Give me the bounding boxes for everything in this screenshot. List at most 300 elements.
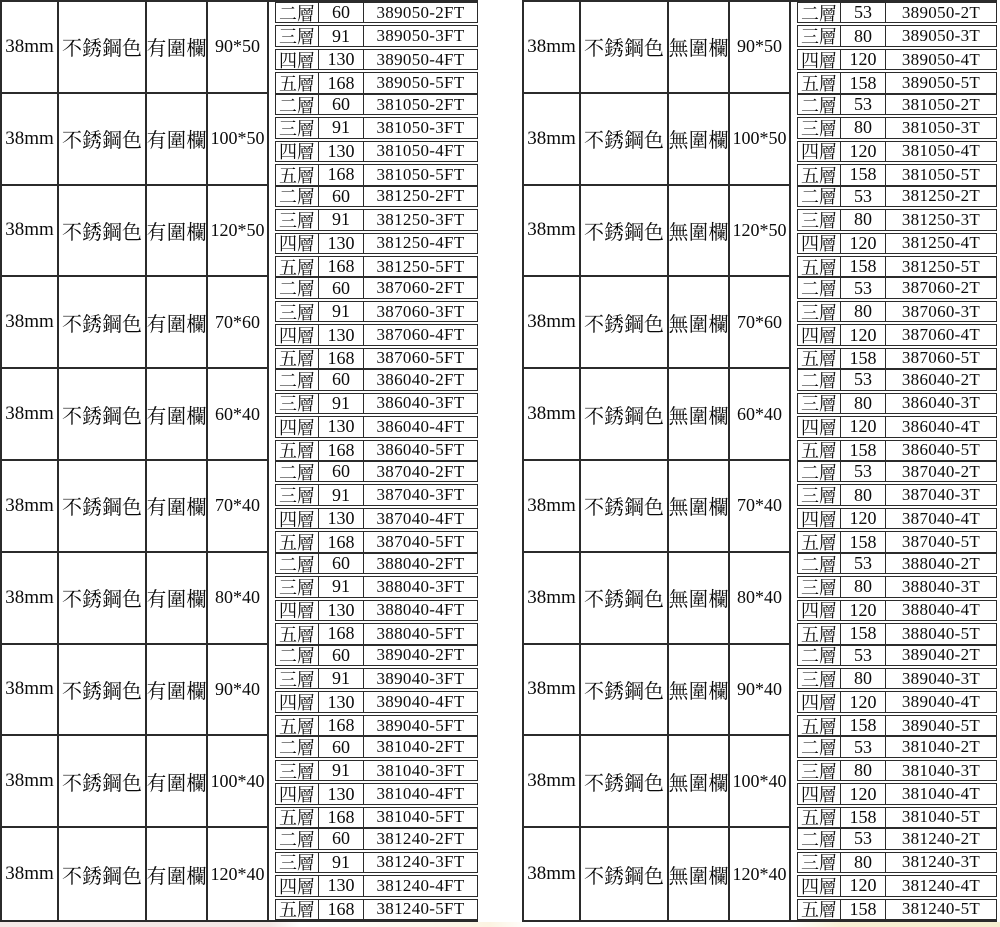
fence-option-cell: 無圍欄: [669, 277, 730, 367]
tier-row: [797, 600, 997, 621]
tier-label: 五層: [276, 900, 319, 919]
tier-row: [275, 25, 478, 46]
model-code: 381250-5T: [901, 256, 981, 276]
price-value: 130: [319, 509, 364, 528]
tier-label: 二層: [798, 737, 841, 756]
price-value: 80: [841, 210, 886, 229]
tier-row: [275, 233, 478, 254]
model-code: 381240-4FT: [376, 876, 465, 895]
price-value: 130: [319, 142, 364, 161]
price-value: 168: [319, 441, 364, 460]
spec-cells: [524, 553, 791, 645]
spec-cells: [2, 736, 269, 828]
tier-label: 三層: [798, 302, 841, 321]
model-code: 381240-5T: [901, 899, 981, 919]
tube-thickness-cell: 38mm: [2, 645, 59, 735]
price-value: 130: [319, 234, 364, 253]
size-cell: 70*60: [730, 277, 791, 367]
tier-label: 三層: [798, 118, 841, 137]
tier-row: [797, 875, 997, 896]
tier-row: [275, 369, 478, 390]
spec-cells: [2, 461, 269, 553]
tier-label: 五層: [798, 441, 841, 460]
tier-row: [797, 301, 997, 322]
model-code: 388040-2FT: [376, 553, 465, 573]
fence-option-cell: 有圍欄: [147, 645, 208, 735]
model-code: 389040-2T: [901, 645, 981, 665]
price-value: 80: [841, 302, 886, 321]
product-row-group: [2, 186, 478, 278]
product-row-group: [2, 2, 478, 94]
tier-subtable: [275, 828, 478, 920]
color-cell: 不銹鋼色: [59, 553, 147, 643]
price-value: 53: [841, 462, 886, 481]
tier-subtable: [797, 277, 997, 369]
color-cell: 不銹鋼色: [59, 186, 147, 276]
spec-cells: [2, 277, 269, 369]
tier-row: [275, 186, 478, 207]
tier-label: 三層: [276, 210, 319, 229]
price-value: 168: [319, 900, 364, 919]
price-value: 91: [319, 394, 364, 413]
tube-thickness-cell: 38mm: [524, 828, 581, 920]
price-value: 53: [841, 370, 886, 389]
tier-label: 四層: [798, 50, 841, 69]
spec-cells: [2, 645, 269, 737]
model-code: 387040-5T: [901, 532, 981, 552]
tier-label: 三層: [798, 761, 841, 780]
price-value: 80: [841, 577, 886, 596]
tier-label: 三層: [798, 26, 841, 45]
tier-label: 五層: [798, 808, 841, 827]
color-cell: 不銹鋼色: [581, 94, 669, 184]
model-code: 387040-5FT: [376, 532, 465, 552]
tier-label: 三層: [276, 485, 319, 504]
tier-label: 二層: [798, 278, 841, 297]
model-code: 387060-5T: [901, 348, 981, 368]
tier-label: 四層: [276, 417, 319, 436]
model-code: 388040-5T: [901, 624, 981, 643]
spec-cells: [2, 369, 269, 461]
size-cell: 120*50: [730, 186, 791, 276]
color-cell: 不銹鋼色: [59, 736, 147, 826]
tier-label: 五層: [798, 165, 841, 184]
fence-option-cell: 有圍欄: [147, 94, 208, 184]
tier-label: 四層: [798, 876, 841, 895]
fence-option-cell: 無圍欄: [669, 736, 730, 826]
fence-option-cell: 有圍欄: [147, 369, 208, 459]
tier-row: [797, 186, 997, 207]
size-cell: 70*40: [208, 461, 269, 551]
size-cell: 60*40: [208, 369, 269, 459]
product-row-group: [2, 461, 478, 553]
tier-row: [275, 668, 478, 689]
tier-label: 五層: [276, 165, 319, 184]
tier-label: 二層: [276, 829, 319, 848]
model-code: 387060-3T: [901, 301, 981, 321]
model-code: 389040-5T: [901, 715, 981, 735]
tier-label: 二層: [276, 737, 319, 756]
tier-label: 四層: [276, 142, 319, 161]
tier-row: [275, 49, 478, 70]
model-code: 381240-4T: [901, 876, 981, 895]
tier-label: 四層: [276, 876, 319, 895]
price-value: 91: [319, 210, 364, 229]
size-cell: 80*40: [730, 553, 791, 643]
tier-label: 五層: [276, 716, 319, 735]
model-code: 381040-3FT: [376, 760, 465, 780]
tier-row: [797, 783, 997, 804]
tier-row: [275, 736, 478, 757]
model-code: 387060-2T: [901, 278, 981, 298]
model-code: 381050-3FT: [376, 118, 465, 137]
tier-label: 四層: [276, 325, 319, 344]
tier-label: 三層: [798, 577, 841, 596]
tier-label: 四層: [276, 234, 319, 253]
model-code: 386040-2FT: [376, 370, 465, 389]
tier-row: [275, 691, 478, 712]
tier-label: 二層: [276, 187, 319, 206]
tier-label: 三層: [276, 302, 319, 321]
product-row-group: [524, 369, 997, 461]
model-code: 389050-4T: [901, 49, 981, 69]
tube-thickness-cell: 38mm: [2, 94, 59, 184]
model-code: 381040-4FT: [376, 784, 465, 804]
tier-row: [275, 715, 478, 736]
tier-label: 二層: [798, 95, 841, 114]
model-code: 389040-3FT: [376, 669, 465, 688]
price-value: 53: [841, 95, 886, 114]
fence-option-cell: 無圍欄: [669, 645, 730, 735]
tier-label: 五層: [798, 624, 841, 643]
size-cell: 70*40: [730, 461, 791, 551]
tier-label: 五層: [798, 532, 841, 551]
price-value: 60: [319, 3, 364, 22]
price-value: 168: [319, 808, 364, 827]
color-cell: 不銹鋼色: [581, 277, 669, 367]
spec-cells: [524, 828, 791, 920]
tier-row: [797, 736, 997, 757]
tier-row: [275, 141, 478, 162]
tier-subtable: [275, 553, 478, 645]
product-row-group: [524, 94, 997, 186]
product-row-group: [524, 277, 997, 369]
tier-row: [275, 461, 478, 482]
tier-label: 五層: [276, 624, 319, 643]
tube-thickness-cell: 38mm: [2, 369, 59, 459]
price-value: 168: [319, 532, 364, 551]
color-cell: 不銹鋼色: [59, 461, 147, 551]
tier-row: [275, 416, 478, 437]
size-cell: 120*40: [730, 828, 791, 920]
color-cell: 不銹鋼色: [581, 369, 669, 459]
tier-row: [797, 440, 997, 461]
model-code: 386040-5FT: [376, 440, 465, 460]
tier-subtable: [275, 186, 478, 278]
tier-label: 五層: [798, 257, 841, 276]
price-value: 91: [319, 118, 364, 137]
tier-row: [275, 484, 478, 505]
tier-row: [797, 899, 997, 920]
product-row-group: [2, 828, 478, 920]
color-cell: 不銹鋼色: [581, 645, 669, 735]
price-value: 53: [841, 554, 886, 573]
tier-label: 三層: [276, 853, 319, 872]
color-cell: 不銹鋼色: [581, 828, 669, 920]
price-value: 53: [841, 829, 886, 848]
tier-row: [797, 72, 997, 93]
model-code: 389040-4FT: [376, 692, 465, 712]
tier-label: 三層: [798, 485, 841, 504]
tier-row: [797, 852, 997, 873]
tier-label: 二層: [276, 278, 319, 297]
model-code: 387060-5FT: [376, 348, 465, 368]
model-code: 389040-4T: [901, 692, 981, 712]
tube-thickness-cell: 38mm: [524, 553, 581, 643]
model-code: 386040-3FT: [376, 393, 465, 413]
tier-row: [797, 760, 997, 781]
color-cell: 不銹鋼色: [581, 553, 669, 643]
tier-row: [275, 393, 478, 414]
spec-cells: [2, 553, 269, 645]
tier-row: [275, 852, 478, 873]
fence-option-cell: 無圍欄: [669, 553, 730, 643]
color-cell: 不銹鋼色: [581, 736, 669, 826]
price-value: 91: [319, 577, 364, 596]
price-value: 91: [319, 26, 364, 45]
tier-label: 五層: [276, 532, 319, 551]
model-code: 381040-2T: [901, 737, 981, 757]
color-cell: 不銹鋼色: [59, 369, 147, 459]
spec-cells: [524, 736, 791, 828]
model-code: 387040-2T: [901, 461, 981, 481]
model-code: 381040-2FT: [376, 737, 465, 757]
tier-label: 三層: [276, 669, 319, 688]
model-code: 387040-4T: [901, 508, 981, 528]
tier-row: [797, 348, 997, 369]
tier-subtable: [797, 461, 997, 553]
price-value: 120: [841, 876, 886, 895]
price-value: 120: [841, 234, 886, 253]
tier-row: [797, 807, 997, 828]
price-value: 158: [841, 165, 886, 184]
fence-option-cell: 無圍欄: [669, 828, 730, 920]
tier-label: 三層: [276, 394, 319, 413]
model-code: 389050-4FT: [376, 49, 465, 69]
model-code: 389050-2T: [901, 3, 981, 22]
price-table-without-fence: [522, 0, 997, 922]
tier-row: [275, 2, 478, 23]
tier-row: [797, 484, 997, 505]
model-code: 381240-3T: [901, 852, 981, 872]
tier-label: 三層: [798, 669, 841, 688]
fence-option-cell: 有圍欄: [147, 277, 208, 367]
price-value: 158: [841, 808, 886, 827]
tier-label: 二層: [276, 462, 319, 481]
price-value: 60: [319, 829, 364, 848]
model-code: 381240-5FT: [376, 899, 465, 919]
tier-subtable: [797, 94, 997, 186]
model-code: 381240-2T: [901, 829, 981, 848]
tier-label: 四層: [798, 325, 841, 344]
tier-row: [797, 416, 997, 437]
price-value: 120: [841, 325, 886, 344]
tier-row: [797, 668, 997, 689]
product-row-group: [524, 461, 997, 553]
product-row-group: [524, 645, 997, 737]
fence-option-cell: 無圍欄: [669, 369, 730, 459]
tube-thickness-cell: 38mm: [524, 645, 581, 735]
tier-label: 四層: [798, 142, 841, 161]
tier-row: [275, 256, 478, 277]
model-code: 387040-3FT: [376, 485, 465, 505]
model-code: 388040-3FT: [376, 577, 465, 596]
tier-row: [797, 715, 997, 736]
tier-subtable: [797, 2, 997, 94]
fence-option-cell: 無圍欄: [669, 2, 730, 92]
spec-cells: [524, 645, 791, 737]
tier-label: 三層: [276, 118, 319, 137]
model-code: 381250-5FT: [376, 256, 465, 276]
fence-option-cell: 有圍欄: [147, 461, 208, 551]
tier-label: 二層: [276, 95, 319, 114]
size-cell: 120*50: [208, 186, 269, 276]
tier-row: [797, 256, 997, 277]
tier-subtable: [275, 94, 478, 186]
tier-row: [797, 233, 997, 254]
model-code: 381250-2T: [901, 186, 981, 206]
fence-option-cell: 無圍欄: [669, 94, 730, 184]
tier-label: 二層: [798, 646, 841, 665]
tube-thickness-cell: 38mm: [524, 461, 581, 551]
price-value: 91: [319, 302, 364, 321]
tier-subtable: [275, 277, 478, 369]
price-value: 158: [841, 257, 886, 276]
tier-row: [275, 531, 478, 552]
model-code: 381050-5FT: [376, 165, 465, 184]
size-cell: 100*50: [730, 94, 791, 184]
tier-label: 四層: [798, 784, 841, 803]
model-code: 389050-5T: [901, 73, 981, 93]
price-value: 53: [841, 646, 886, 665]
product-row-group: [524, 553, 997, 645]
price-value: 80: [841, 669, 886, 688]
spec-cells: [524, 277, 791, 369]
tier-label: 四層: [276, 50, 319, 69]
price-value: 53: [841, 187, 886, 206]
fence-option-cell: 有圍欄: [147, 828, 208, 920]
price-value: 130: [319, 50, 364, 69]
product-row-group: [2, 553, 478, 645]
tier-label: 五層: [798, 716, 841, 735]
model-code: 387060-4FT: [376, 325, 465, 345]
fence-option-cell: 無圍欄: [669, 461, 730, 551]
tier-label: 四層: [798, 417, 841, 436]
spec-cells: [2, 828, 269, 920]
product-row-group: [524, 2, 997, 94]
spec-cells: [524, 94, 791, 186]
price-value: 168: [319, 257, 364, 276]
tier-row: [797, 49, 997, 70]
model-code: 389040-5FT: [376, 715, 465, 735]
model-code: 389050-3T: [901, 26, 981, 46]
model-code: 387040-4FT: [376, 508, 465, 528]
product-row-group: [524, 186, 997, 278]
model-code: 387060-2FT: [376, 278, 465, 298]
model-code: 381250-2FT: [376, 186, 465, 206]
tier-row: [797, 461, 997, 482]
tier-subtable: [797, 369, 997, 461]
price-value: 80: [841, 26, 886, 45]
model-code: 386040-2T: [901, 370, 981, 389]
price-value: 53: [841, 3, 886, 22]
price-table-with-fence: [0, 0, 478, 922]
model-code: 388040-2T: [901, 553, 981, 573]
size-cell: 70*60: [208, 277, 269, 367]
product-row-group: [524, 736, 997, 828]
tier-label: 二層: [276, 370, 319, 389]
model-code: 381250-4FT: [376, 233, 465, 253]
spec-cells: [2, 2, 269, 94]
tier-row: [275, 807, 478, 828]
price-value: 80: [841, 485, 886, 504]
price-value: 91: [319, 853, 364, 872]
tier-label: 三層: [276, 577, 319, 596]
tier-label: 三層: [798, 853, 841, 872]
spec-cells: [524, 186, 791, 278]
tier-subtable: [275, 2, 478, 94]
model-code: 386040-3T: [901, 393, 981, 413]
color-cell: 不銹鋼色: [581, 186, 669, 276]
tier-label: 二層: [798, 462, 841, 481]
tier-label: 四層: [276, 601, 319, 620]
tier-row: [275, 209, 478, 230]
price-value: 120: [841, 50, 886, 69]
size-cell: 100*40: [208, 736, 269, 826]
tier-row: [275, 600, 478, 621]
product-row-group: [2, 369, 478, 461]
tier-label: 二層: [798, 370, 841, 389]
price-value: 60: [319, 278, 364, 297]
tier-label: 四層: [798, 234, 841, 253]
tier-row: [275, 72, 478, 93]
price-value: 80: [841, 118, 886, 137]
size-cell: 60*40: [730, 369, 791, 459]
model-code: 389040-3T: [901, 669, 981, 688]
price-value: 91: [319, 485, 364, 504]
tier-subtable: [797, 186, 997, 278]
price-value: 168: [319, 624, 364, 643]
tier-label: 三層: [798, 210, 841, 229]
tier-subtable: [275, 369, 478, 461]
model-code: 381250-3T: [901, 210, 981, 229]
tube-thickness-cell: 38mm: [524, 186, 581, 276]
tier-row: [275, 117, 478, 138]
tier-subtable: [797, 553, 997, 645]
price-value: 158: [841, 73, 886, 92]
price-value: 130: [319, 325, 364, 344]
price-value: 60: [319, 95, 364, 114]
tier-row: [275, 508, 478, 529]
tier-row: [797, 369, 997, 390]
price-value: 158: [841, 532, 886, 551]
price-value: 60: [319, 370, 364, 389]
tier-subtable: [275, 645, 478, 737]
price-value: 80: [841, 394, 886, 413]
size-cell: 90*40: [208, 645, 269, 735]
tier-row: [275, 553, 478, 574]
size-cell: 90*50: [208, 2, 269, 92]
